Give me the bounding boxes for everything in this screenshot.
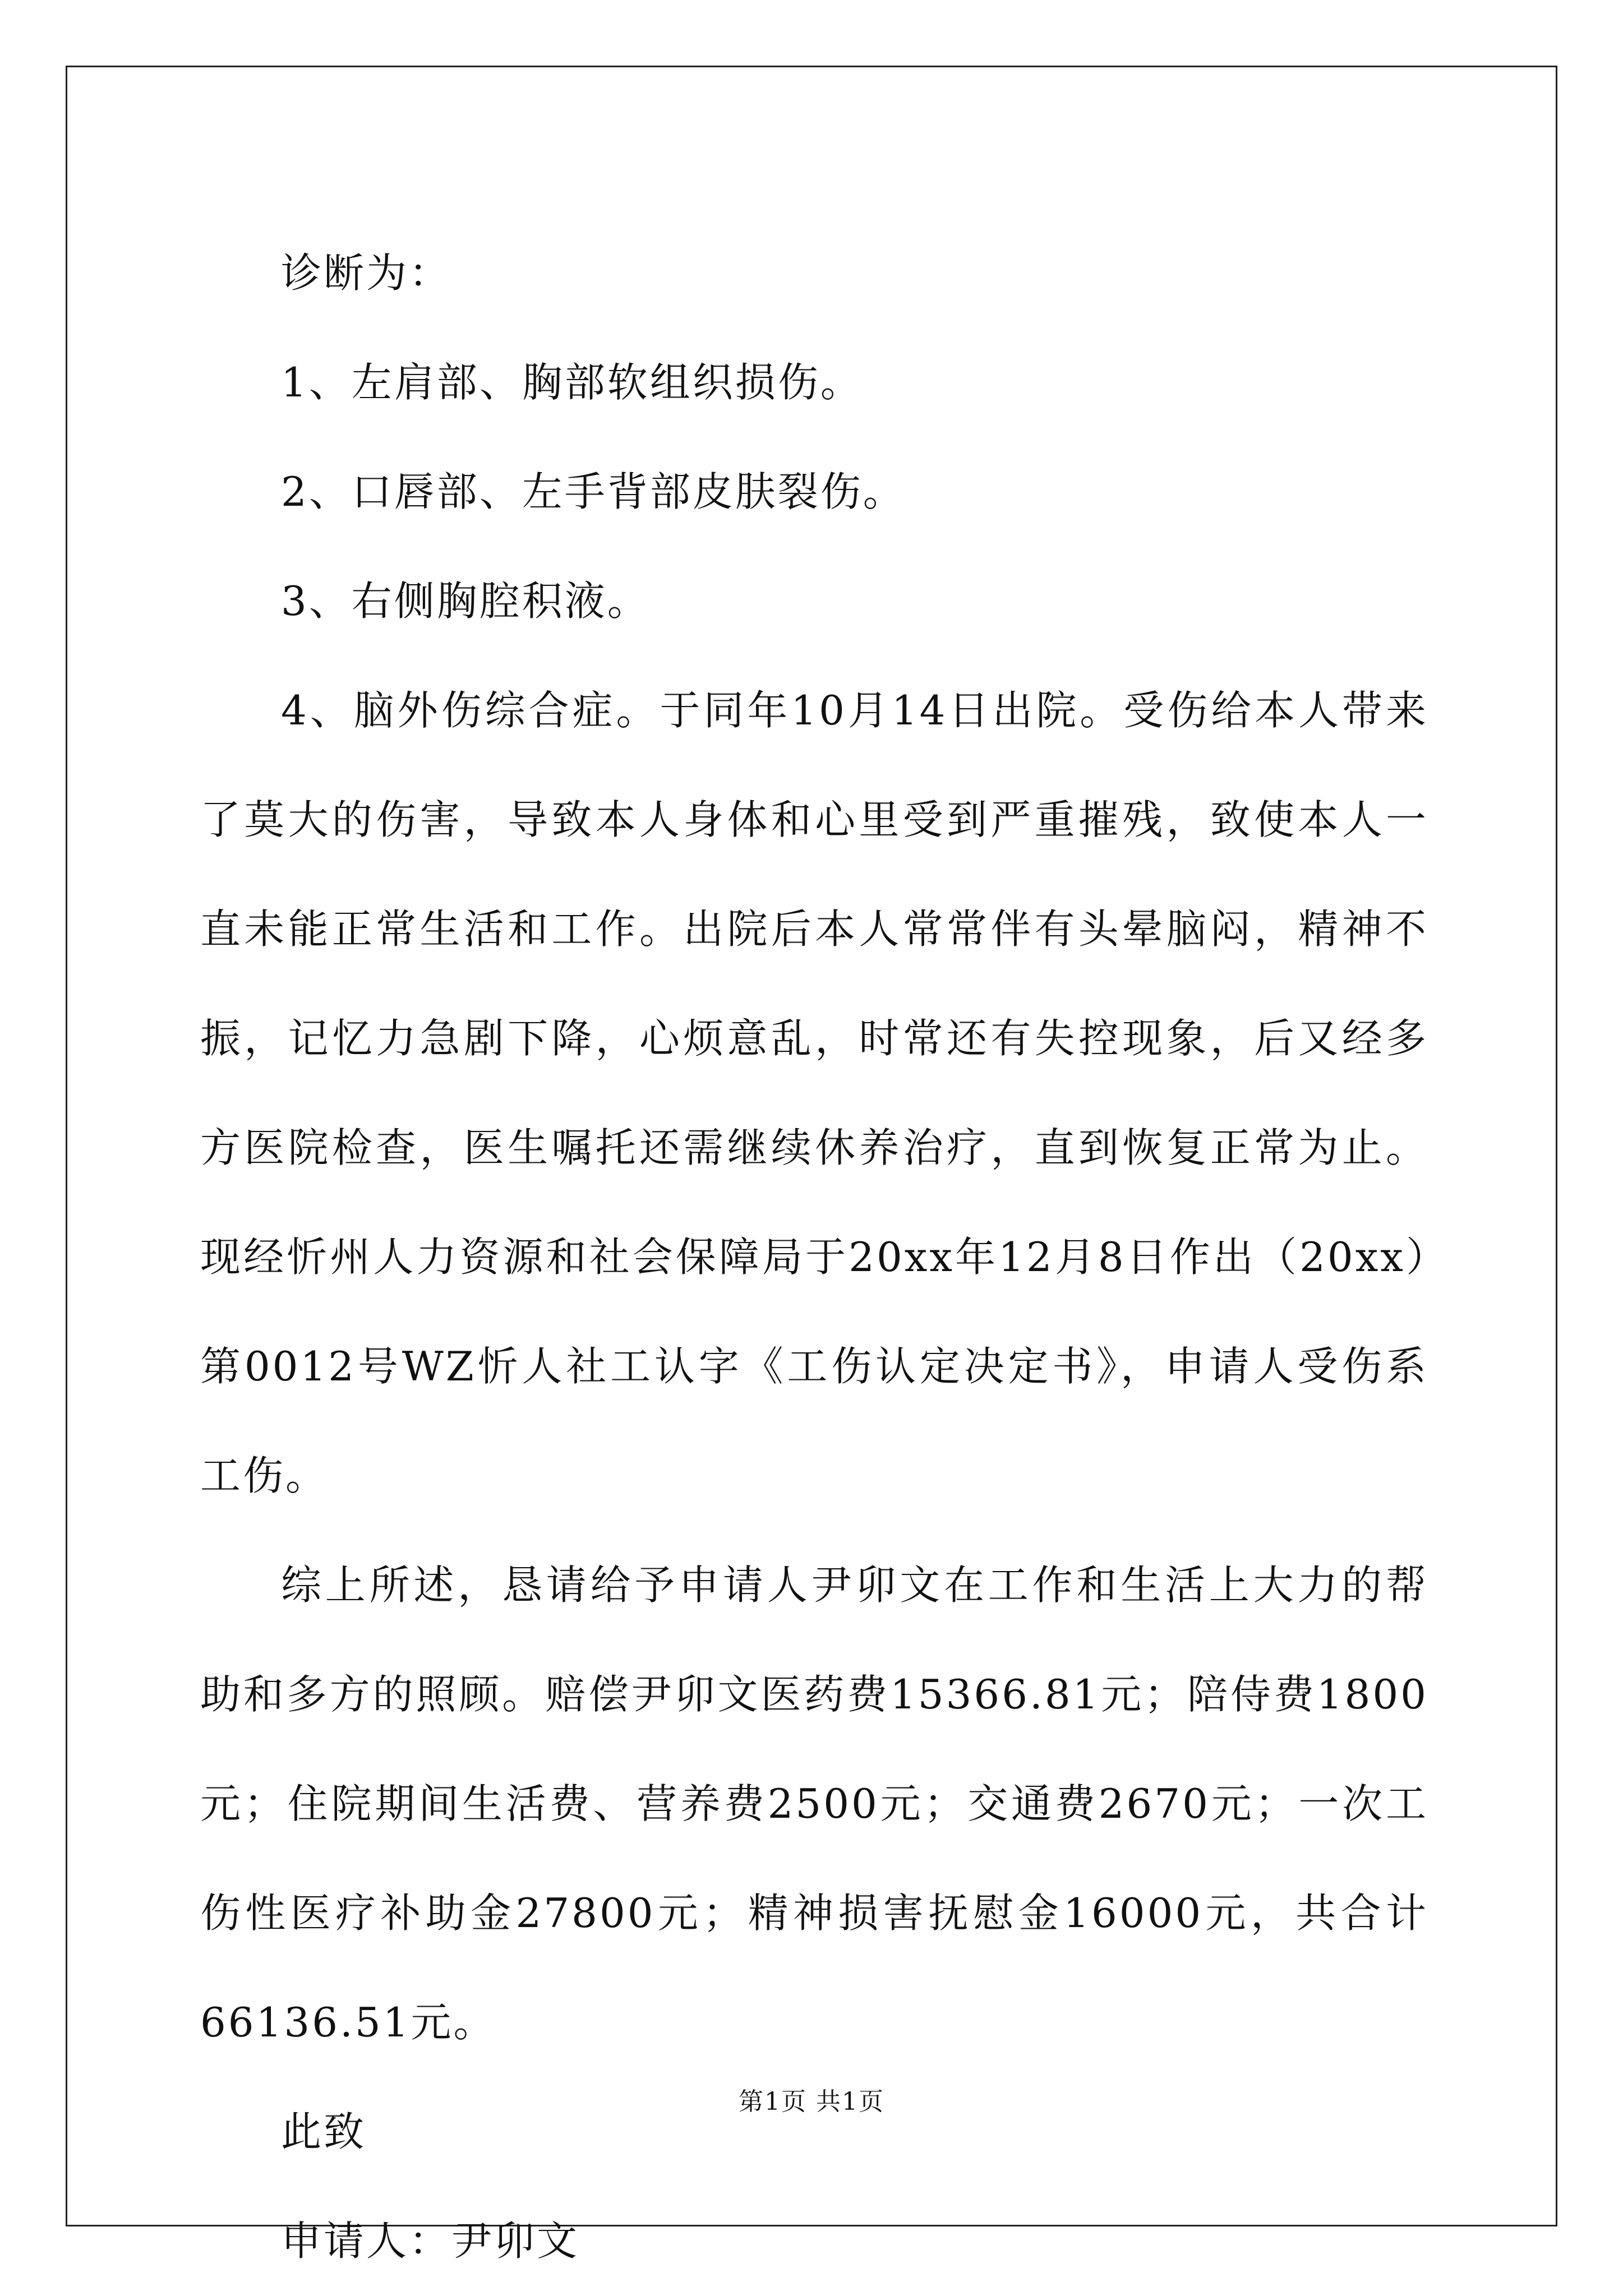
compensation-paragraph: 综上所述，恳请给予申请人尹卯文在工作和生活上大力的帮助和多方的照顾。赔偿尹卯文医药费15366.81元；陪侍费1800元；住院期间生活费、营养费2500元；交通费2670元；一次工伤性医疗补助金27800元；精神损害抚慰金16000元，共合计66136.51元。	[200, 1562, 1428, 2046]
closing-salutation: 此致	[281, 2108, 367, 2155]
diagnosis-item-2: 2、口唇部、左手背部皮肤裂伤。	[281, 468, 906, 515]
diagnosis-heading: 诊断为：	[281, 250, 452, 297]
diagnosis-item-3: 3、右侧胸腔积液。	[281, 578, 650, 625]
page-number-footer: 第1页 共1页	[739, 2087, 884, 2116]
applicant-signature: 申请人：尹卯文	[281, 2218, 580, 2265]
diagnosis-item-1: 1、左肩部、胸部软组织损伤。	[281, 359, 863, 406]
document-body	[200, 219, 1428, 2296]
diagnosis-item-4-paragraph: 4、脑外伤综合症。于同年10月14日出院。受伤给本人带来了莫大的伤害，导致本人身体和心里受到严重摧残，致使本人一直未能正常生活和工作。出院后本人常常伴有头晕脑闷，精神不振，记忆力急剧下降，心烦意乱，时常还有失控现象，后又经多方医院检查，医生嘱托还需继续休养治疗，直到恢复正常为止。现经忻州人力资源和社会保障局于20xx年12月8日作出（20xx）第0012号WZ忻人社工认字《工伤认定决定书》，申请人受伤系工伤。	[200, 687, 1428, 1499]
